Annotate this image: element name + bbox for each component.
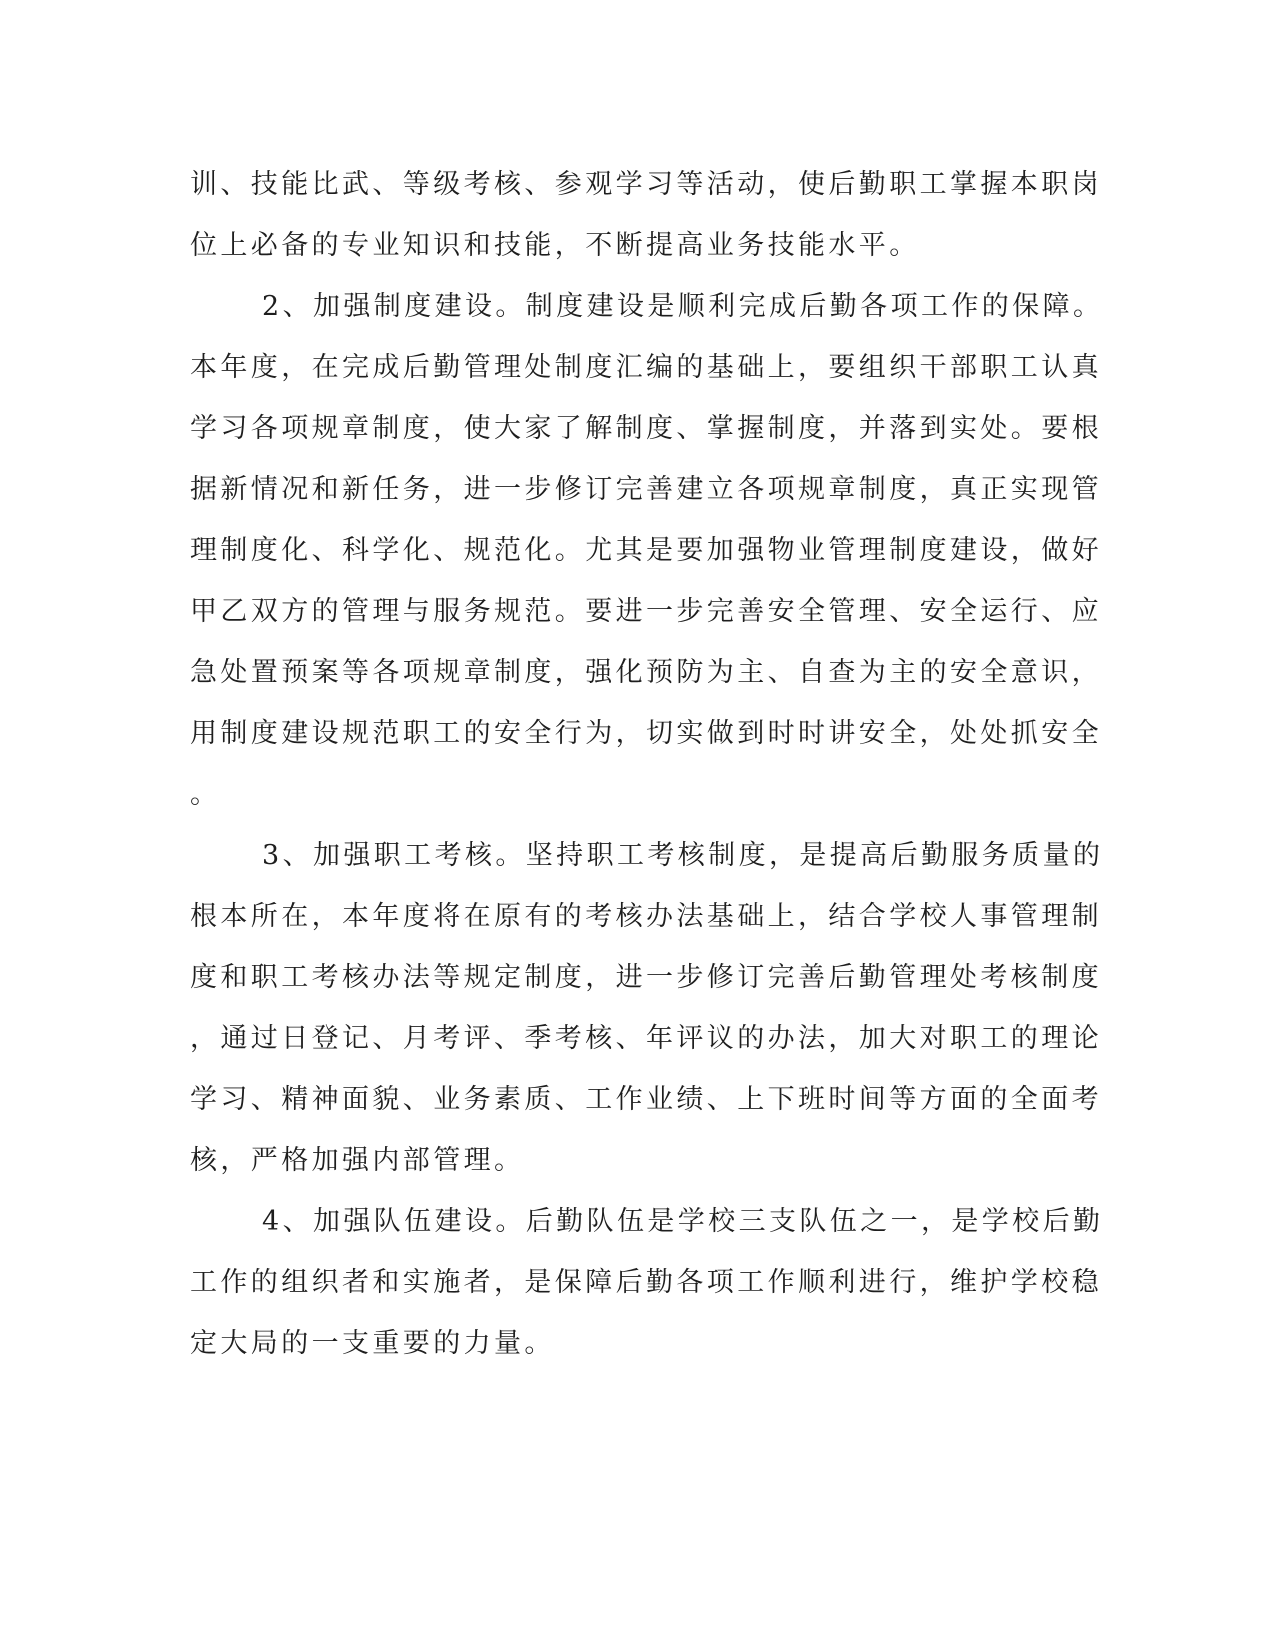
paragraph-start-line: 3、加强职工考核。坚持职工考核制度，是提高后勤服务质量的 bbox=[262, 840, 1104, 871]
paragraph-start-line: 2、加强制度建设。制度建设是顺利完成后勤各项工作的保障。 bbox=[262, 291, 1104, 322]
text-line: 学习、精神面貌、业务素质、工作业绩、上下班时间等方面的全面考 bbox=[190, 1084, 1102, 1115]
text-line: 工作的组织者和实施者，是保障后勤各项工作顺利进行，维护学校稳 bbox=[190, 1267, 1102, 1298]
text-line: 核，严格加强内部管理。 bbox=[190, 1145, 525, 1176]
text-line: 训、技能比武、等级考核、参观学习等活动，使后勤职工掌握本职岗 bbox=[190, 169, 1102, 200]
text-line: 用制度建设规范职工的安全行为，切实做到时时讲安全，处处抓安全 bbox=[190, 718, 1102, 749]
paragraph-start-line: 4、加强队伍建设。后勤队伍是学校三支队伍之一，是学校后勤 bbox=[262, 1206, 1104, 1237]
text-line: 甲乙双方的管理与服务规范。要进一步完善安全管理、安全运行、应 bbox=[190, 596, 1102, 627]
text-line: 急处置预案等各项规章制度，强化预防为主、自查为主的安全意识， bbox=[190, 657, 1102, 688]
text-line: 定大局的一支重要的力量。 bbox=[190, 1328, 555, 1359]
text-line: 据新情况和新任务，进一步修订完善建立各项规章制度，真正实现管 bbox=[190, 474, 1102, 505]
text-line: 位上必备的专业知识和技能，不断提高业务技能水平。 bbox=[190, 230, 920, 261]
text-line: 根本所在，本年度将在原有的考核办法基础上，结合学校人事管理制 bbox=[190, 901, 1102, 932]
text-line: 学习各项规章制度，使大家了解制度、掌握制度，并落到实处。要根 bbox=[190, 413, 1102, 444]
text-line: 理制度化、科学化、规范化。尤其是要加强物业管理制度建设，做好 bbox=[190, 535, 1102, 566]
text-line: ，通过日登记、月考评、季考核、年评议的办法，加大对职工的理论 bbox=[190, 1023, 1102, 1054]
document-body bbox=[190, 154, 1104, 1374]
text-line: 。 bbox=[190, 779, 221, 810]
text-line: 度和职工考核办法等规定制度，进一步修订完善后勤管理处考核制度 bbox=[190, 962, 1102, 993]
text-line: 本年度，在完成后勤管理处制度汇编的基础上，要组织干部职工认真 bbox=[190, 352, 1102, 383]
